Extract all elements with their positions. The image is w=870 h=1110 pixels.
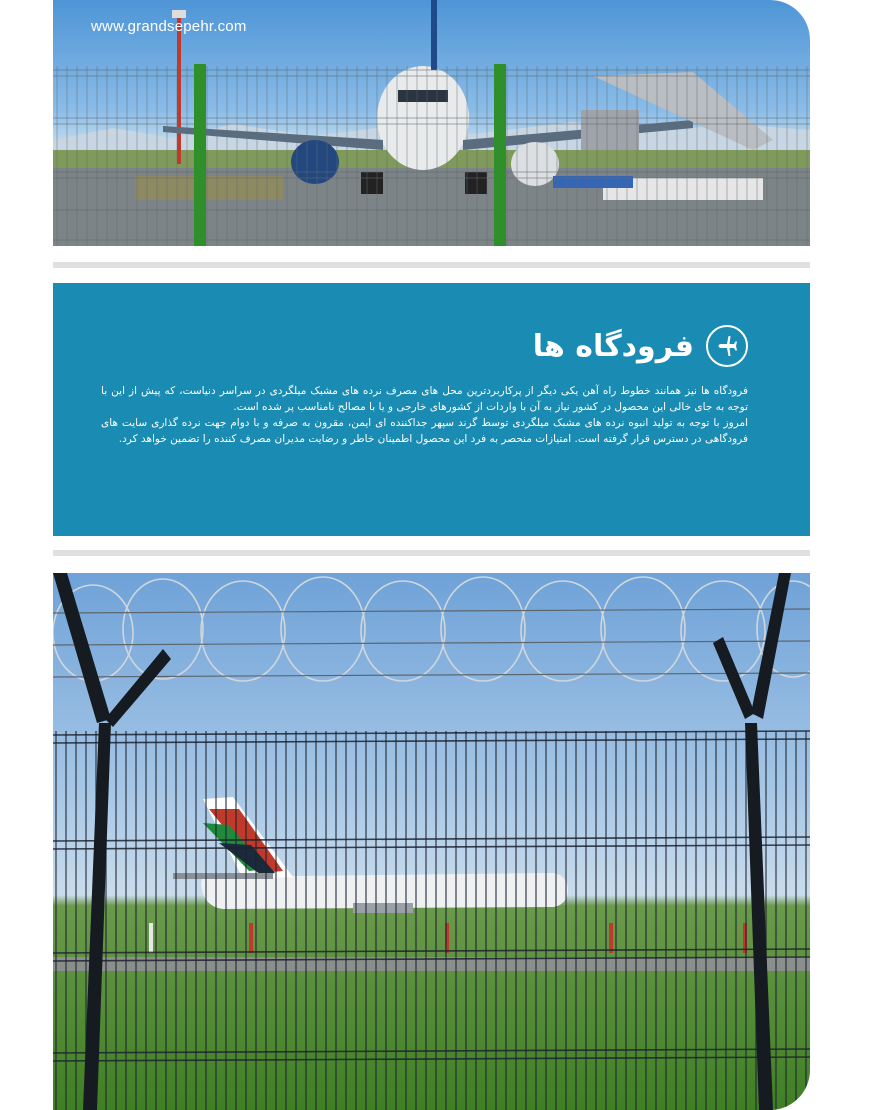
airplane-icon [706, 325, 748, 367]
section-heading [533, 325, 748, 367]
top-divider [53, 262, 810, 268]
airport-fence-photo-bottom [53, 573, 810, 1110]
section-body [101, 383, 748, 447]
paragraph-2: امروز با توجه به تولید انبوه نرده های مشبک میلگردی توسط گرند سپهر جداکننده ای ایمن، مقرون به صرفه و با دوام جهت نرده گذاری سایت های فرودگاهی در دسترس قرار گرفته است. امتیازات منحصر به فرد این محصول اطمینان خاطر و رضایت مدیران مصرف کننده را تضمین خواهد کرد. [101, 417, 748, 445]
section-title: فرودگاه ها [532, 328, 694, 364]
razor-wire-fence-illustration [53, 573, 810, 1110]
bottom-divider [53, 550, 810, 556]
airport-fence-photo-top [53, 0, 810, 246]
airports-info-panel [53, 283, 810, 536]
website-url: www.grandsepehr.com [91, 18, 247, 35]
airplane-at-gate-illustration [53, 0, 810, 246]
paragraph-1: فرودگاه ها نیز همانند خطوط راه آهن یکی دیگر از پرکاربردترین محل های مصرف نرده های مشبک میلگردی در سراسر دنیاست، که پیش از این با توجه به جای خالی این محصول در کشور نیاز به آن با واردات از کشورهای خارجی و یا با مصالح نامناسب پر شده است. [101, 385, 748, 413]
